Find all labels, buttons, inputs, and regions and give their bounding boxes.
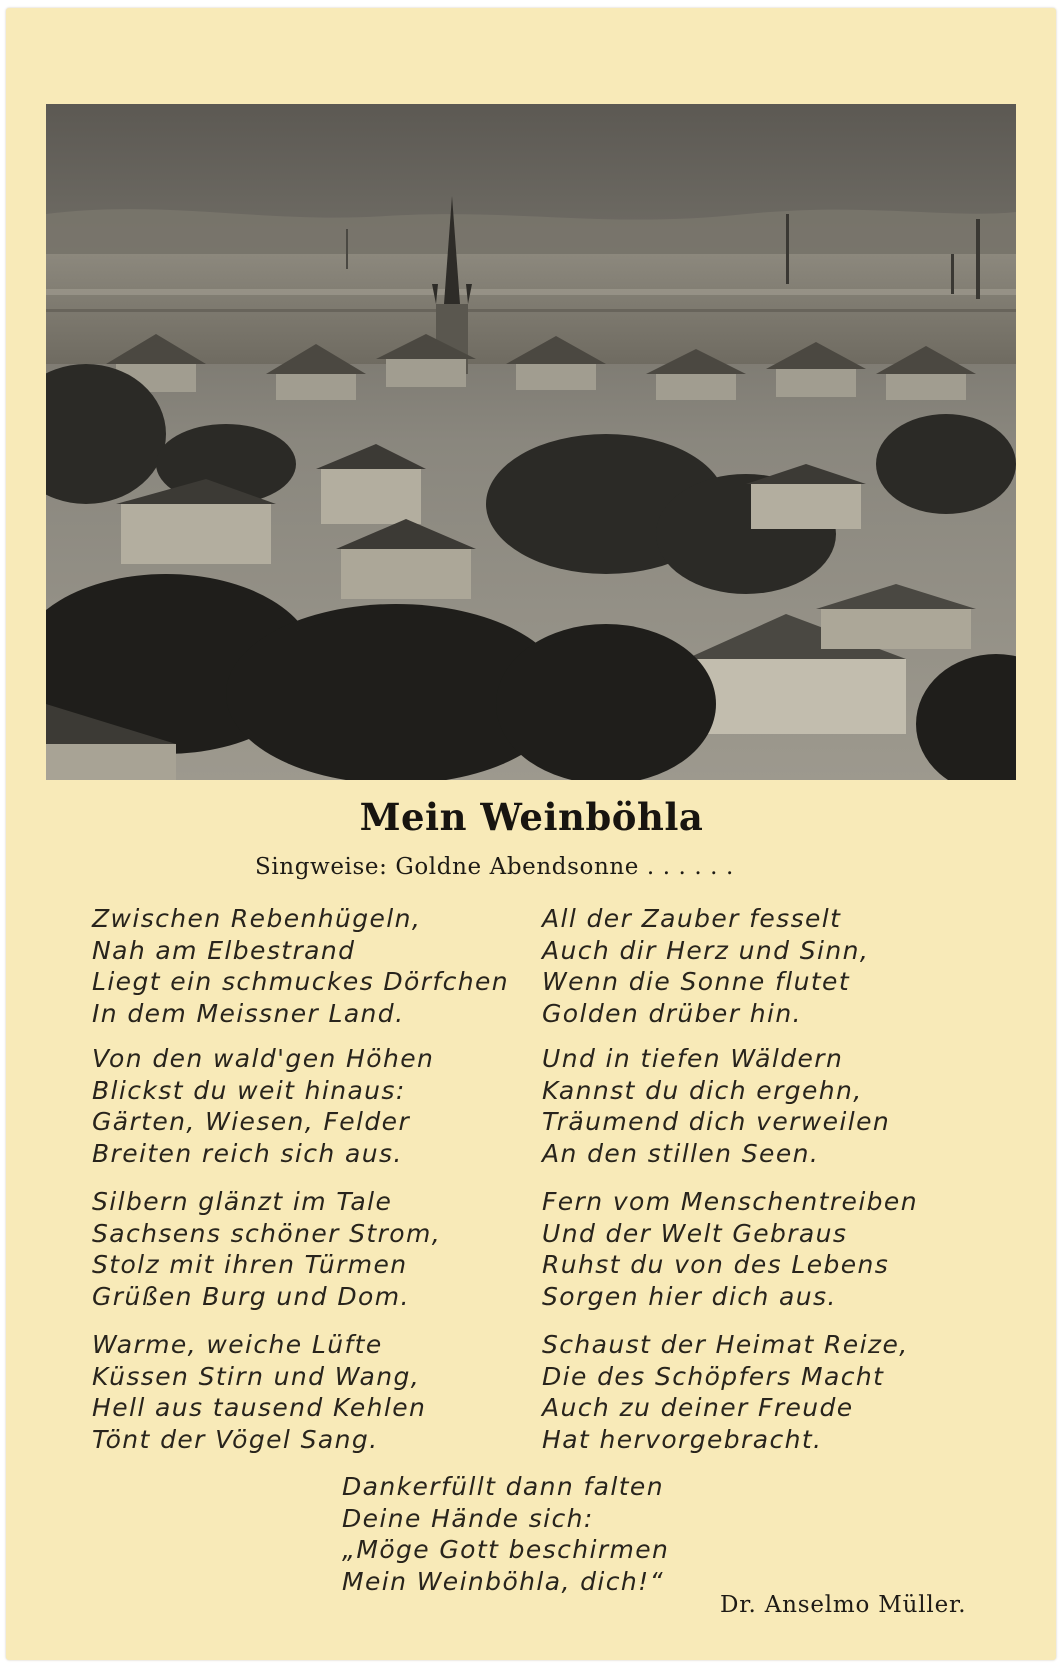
stanza-line: Hat hervorgebracht. [542,1424,823,1454]
stanza-line: Mein Weinböhla, dich!“ [342,1566,664,1596]
stanza-line: Tönt der Vögel Sang. [92,1424,379,1454]
stanza-line: Sachsens schöner Strom, [92,1218,442,1248]
stanza-line: Warme, weiche Lüfte [92,1330,383,1359]
stanza-line: „Möge Gott beschirmen [342,1535,670,1564]
stanza-line: Gärten, Wiesen, Felder [92,1107,411,1136]
town-panorama-illustration [46,104,1016,780]
stanza-line: Hell aus tausend Kehlen [92,1393,427,1422]
stanza-6 [542,1186,918,1312]
stanza-line: An den stillen Seen. [542,1138,820,1168]
stanza-line: Wenn die Sonne flutet [542,967,851,996]
stanza-9 [342,1471,669,1597]
stanza-line: Und in tiefen Wäldern [542,1044,844,1073]
stanza-line: Auch dir Herz und Sinn, [542,935,870,965]
stanza-line: Dankerfüllt dann falten [342,1472,664,1501]
stanza-line: In dem Meissner Land. [92,998,405,1028]
stanza-3 [92,1043,434,1169]
stanza-line: Fern vom Menschentreiben [542,1187,918,1216]
stanza-line: Träumend dich verweilen [542,1107,891,1136]
stanza-line: Golden drüber hin. [542,998,802,1028]
stanza-7 [92,1329,426,1455]
stanza-2 [542,903,869,1029]
stanza-line: Liegt ein schmuckes Dörfchen [92,967,510,996]
stanza-line: Ruhst du von des Lebens [542,1250,890,1279]
stanza-4 [542,1043,890,1169]
stanza-line: Auch zu deiner Freude [542,1393,854,1422]
stanza-line: Kannst du dich ergehn, [542,1075,863,1105]
stanza-line: Und der Welt Gebraus [542,1218,848,1248]
stanza-line: Breiten reich sich aus. [92,1138,403,1168]
stanza-line: Die des Schöpfers Macht [542,1361,885,1391]
stanza-line: Silbern glänzt im Tale [92,1187,393,1216]
stanza-line: Nah am Elbestrand [92,935,356,965]
stanza-line: Schaust der Heimat Reize, [542,1330,909,1359]
stanza-line: Küssen Stirn und Wang, [92,1361,421,1391]
stanza-1 [92,903,509,1029]
stanza-8 [542,1329,909,1455]
stanza-line: Deine Hände sich: [342,1503,594,1533]
stanza-5 [92,1186,441,1312]
poem-title: Mein Weinböhla [359,795,704,839]
stanza-line: Grüßen Burg und Dom. [92,1281,410,1311]
stanza-line: Zwischen Rebenhügeln, [92,904,422,933]
author-signature: Dr. Anselmo Müller. [720,1592,967,1618]
town-panorama-photo [46,104,1016,780]
stanza-line: Stolz mit ihren Türmen [92,1250,408,1279]
stanza-line: Blickst du weit hinaus: [92,1075,406,1105]
stanza-line: Von den wald'gen Höhen [92,1044,435,1073]
melody-subtitle: Singweise: Goldne Abendsonne . . . . . . [255,854,734,880]
stanza-line: Sorgen hier dich aus. [542,1281,837,1311]
stanza-line: All der Zauber fesselt [542,904,842,933]
